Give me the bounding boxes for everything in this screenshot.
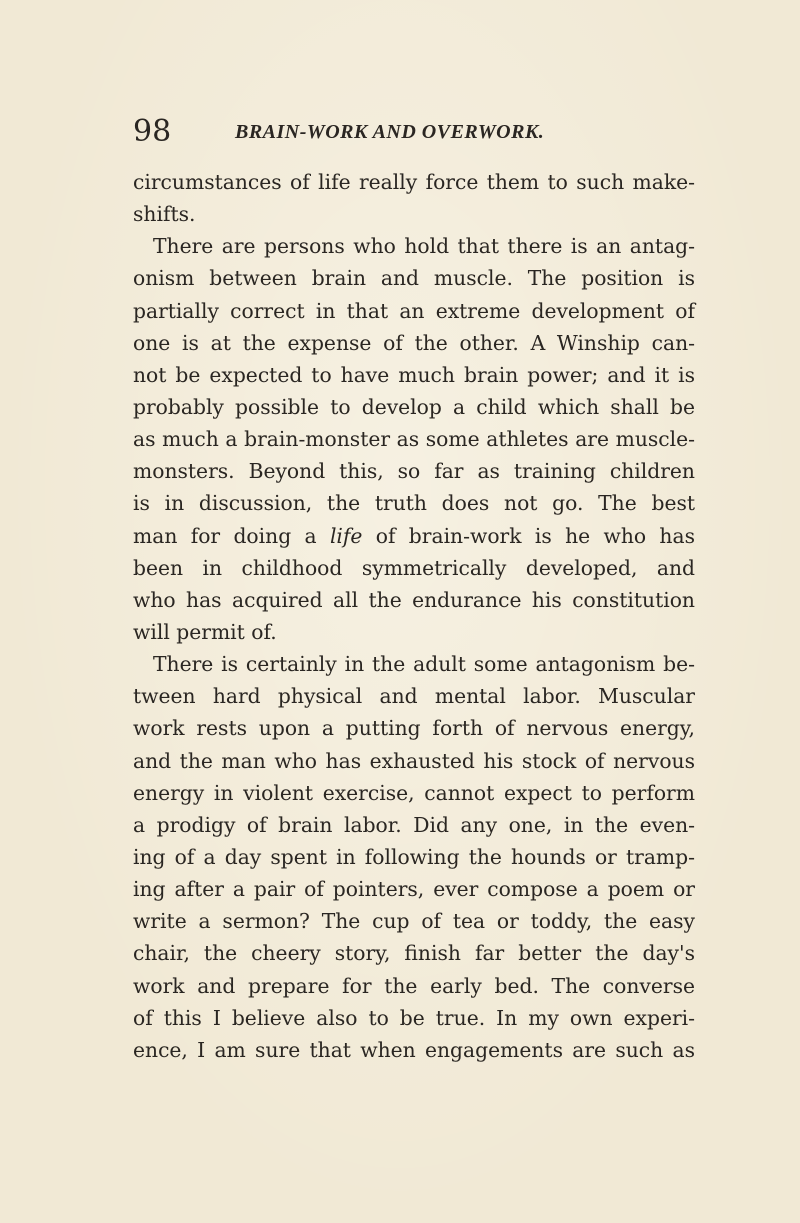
text-line: monsters. Beyond this, so far as training children (133, 459, 695, 484)
text-line: write a sermon? The cup of tea or toddy, the easy (133, 909, 695, 934)
running-head: BRAIN-WORK AND OVERWORK. (235, 121, 545, 143)
text-line: of this I believe also to be true. In my own experi- (133, 1005, 695, 1030)
text-segment: of brain-work is he who has (375, 523, 695, 548)
text-line: circumstances of life really force them to such make- (133, 170, 695, 194)
text-line: one is at the expense of the other. A Winship can- (133, 330, 695, 355)
text-line: been in childhood symmetrically developed, and (133, 555, 695, 580)
text-line: will permit of. (133, 619, 277, 644)
text-line: shifts. (133, 202, 196, 227)
text-line: who has acquired all the endurance his constitution (133, 587, 695, 612)
text-line: ing of a day spent in following the hounds or tramp- (133, 844, 695, 869)
text-line: chair, the cheery story, finish far better the day's (133, 941, 695, 966)
text-line: not be expected to have much brain power; and it is (133, 362, 695, 387)
text-line: partially correct in that an extreme development of (133, 298, 695, 323)
italic-word: life (329, 523, 363, 548)
page-number: 98 (133, 114, 172, 149)
text-line: probably possible to develop a child which shall be (133, 394, 695, 419)
text-line: work rests upon a putting forth of nervous energy, (133, 716, 695, 741)
text-line: onism between brain and muscle. The position is (133, 266, 695, 291)
text-line: work and prepare for the early bed. The converse (133, 973, 695, 998)
text-line: ence, I am sure that when engagements are such as (133, 1037, 695, 1062)
text-line: and the man who has exhausted his stock of nervous (133, 748, 695, 773)
text-line-with-italic (133, 520, 695, 552)
page-header (133, 112, 693, 152)
text-line: is in discussion, the truth does not go. The best (133, 491, 695, 516)
body-text (133, 166, 695, 1066)
text-line: a prodigy of brain labor. Did any one, in the even- (133, 812, 695, 837)
text-line: energy in violent exercise, cannot expect to perform (133, 780, 695, 805)
text-line: as much a brain-monster as some athletes are muscle- (133, 427, 695, 452)
text-line: tween hard physical and mental labor. Muscular (133, 684, 695, 709)
text-line: ing after a pair of pointers, ever compose a poem or (133, 877, 695, 902)
text-line: There is certainly in the adult some antagonism be- (153, 652, 695, 677)
text-segment: man for doing a (133, 523, 317, 548)
text-line: There are persons who hold that there is an antag- (153, 234, 695, 259)
